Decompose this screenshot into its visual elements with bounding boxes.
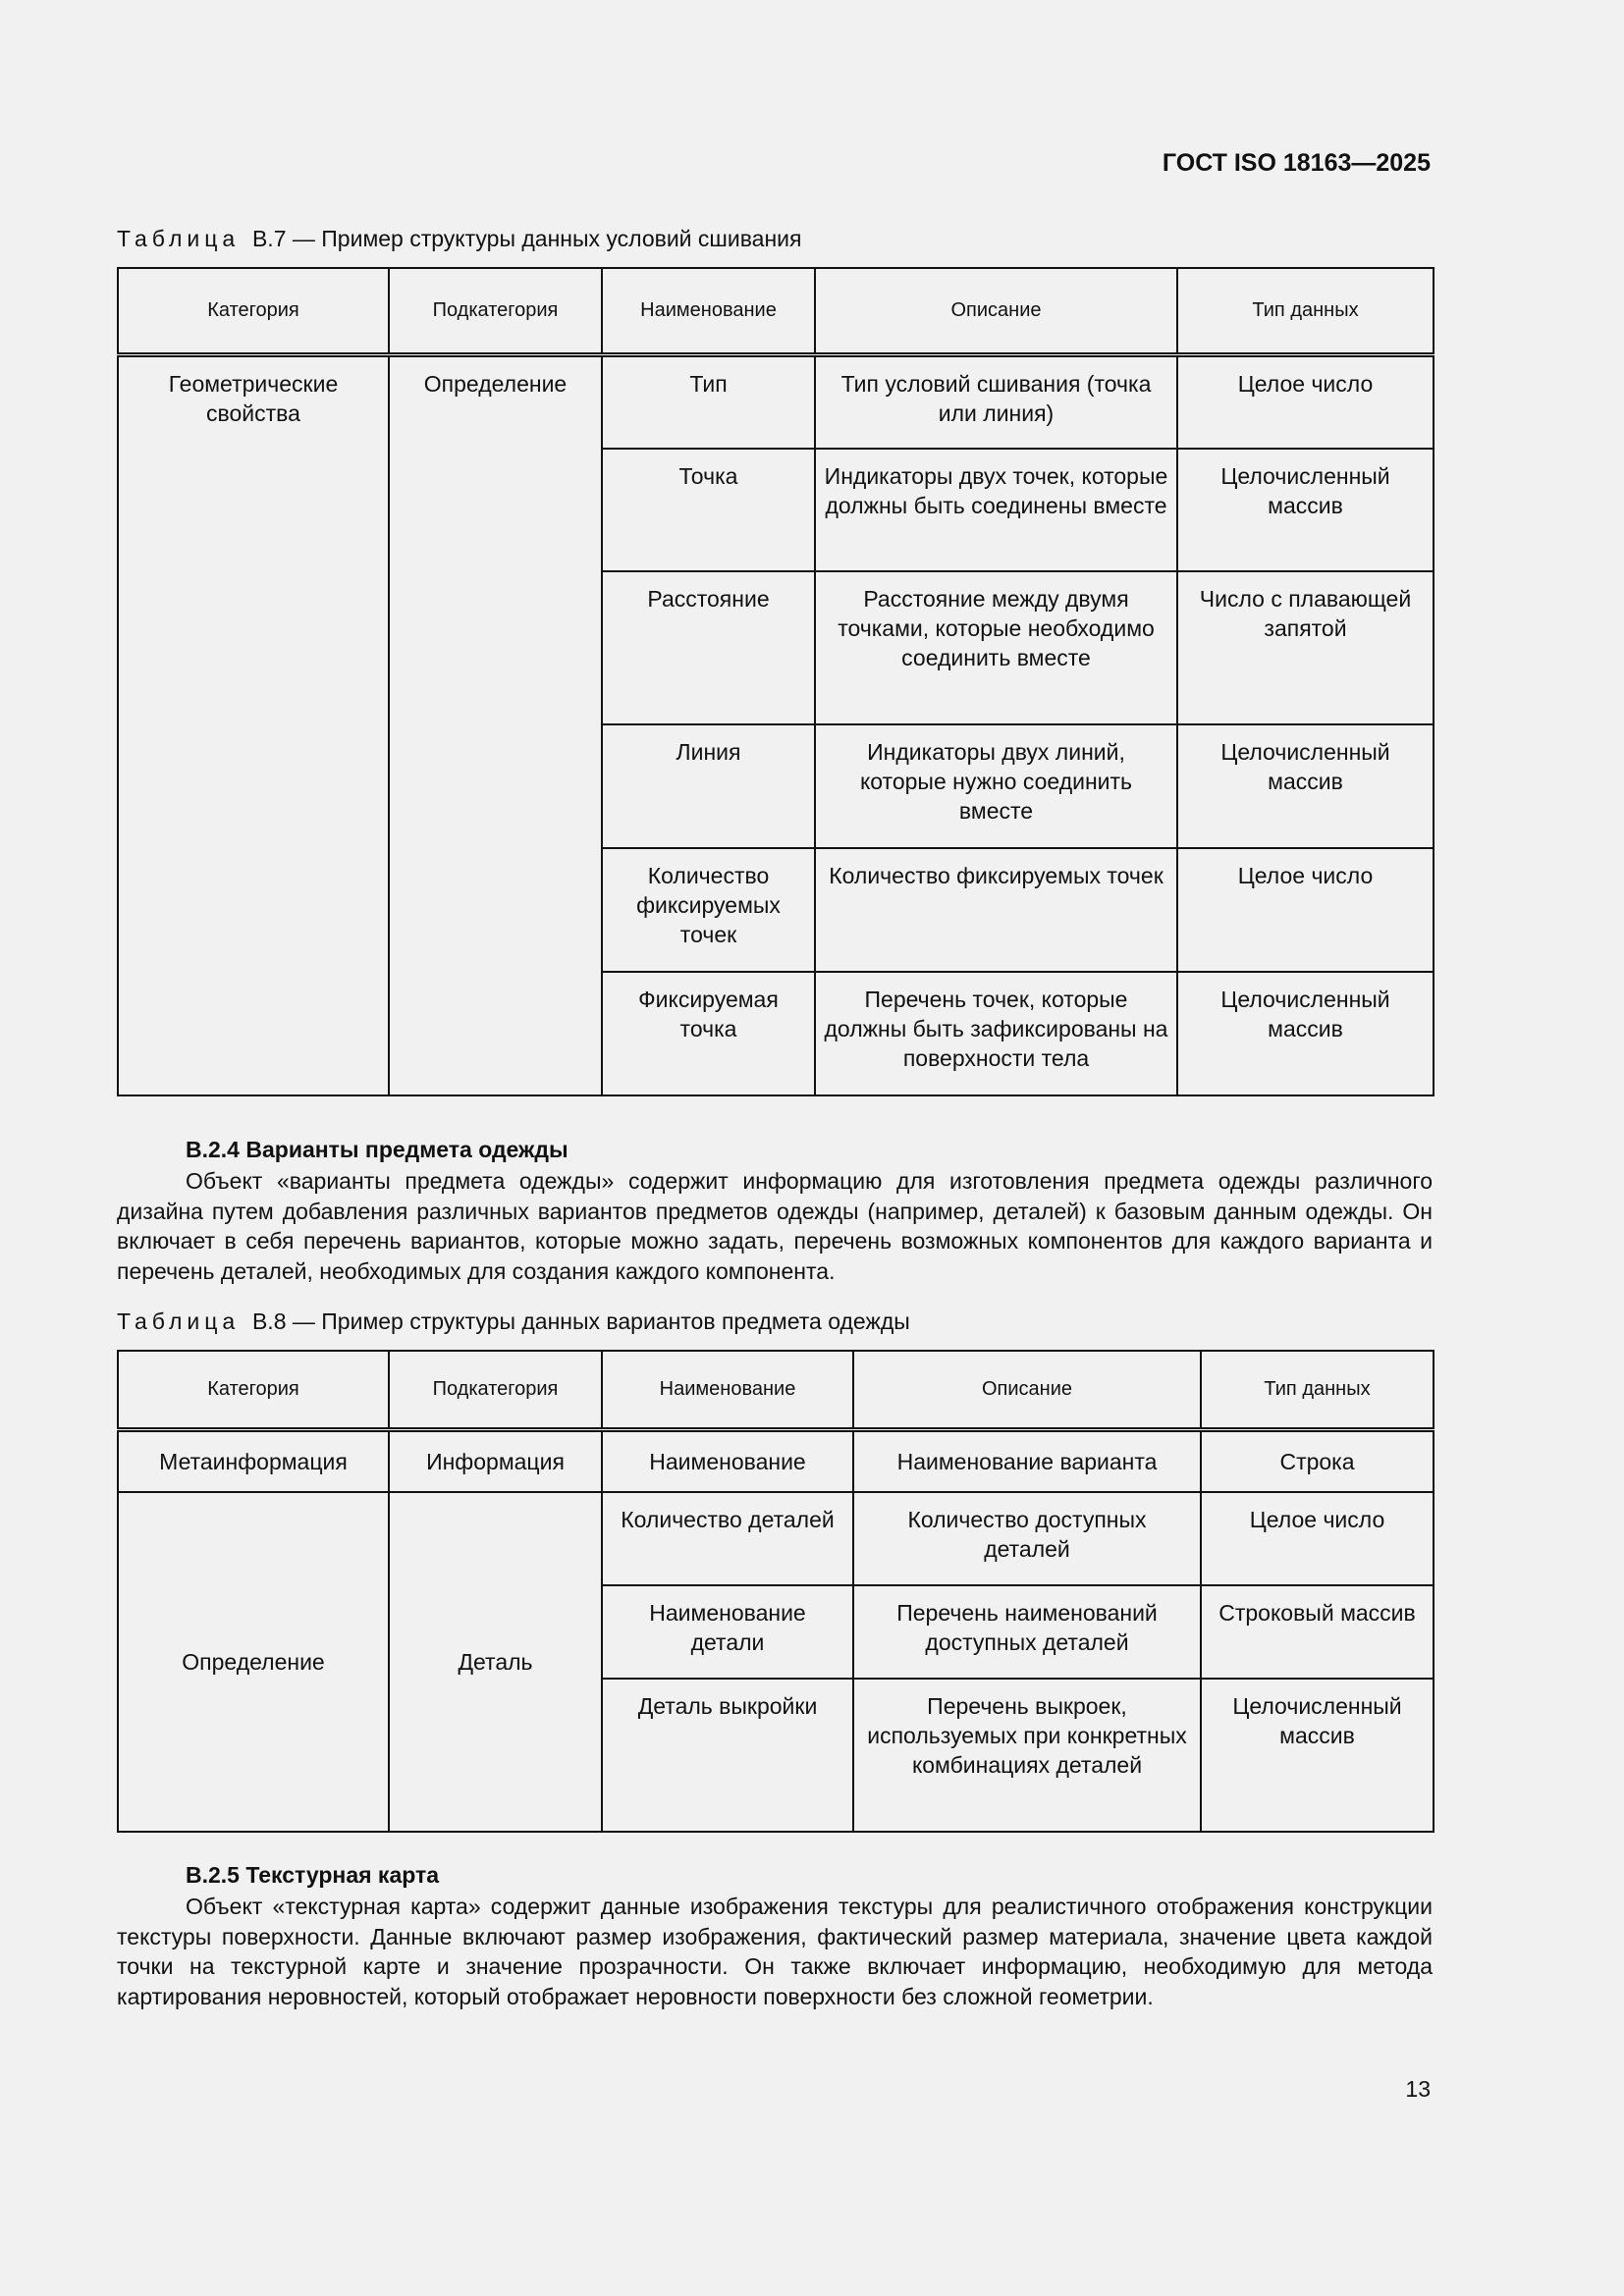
type-cell: Строка — [1201, 1429, 1434, 1492]
header-subcategory: Подкатегория — [389, 1351, 602, 1429]
document-code: ГОСТ ISO 18163—2025 — [1162, 149, 1431, 177]
description-cell: Количество доступных деталей — [853, 1492, 1201, 1585]
section-b25-text: Объект «текстурная карта» содержит данные изображения текстуры для реалистичного отображения конструкции текстуры поверхности. Данные включают размер изображения, фактический размер материала, значение цвета каждой точки на текстурной карте и значение прозрачности. Он также включает информацию, необходимую для метода картирования неровностей, который отображает неровности поверхности без сложной геометрии. — [117, 1894, 1433, 2009]
description-cell: Расстояние между двумя точками, которые необходимо соединить вместе — [815, 571, 1177, 724]
table-b7 — [117, 267, 1435, 1096]
table-b8-caption — [117, 1308, 910, 1335]
header-description: Описание — [853, 1351, 1201, 1429]
description-cell: Тип условий сшивания (точка или линия) — [815, 354, 1177, 449]
name-cell: Количество фиксируемых точек — [602, 848, 815, 972]
header-type: Тип данных — [1201, 1351, 1434, 1429]
name-cell: Расстояние — [602, 571, 815, 724]
description-cell: Наименование варианта — [853, 1429, 1201, 1492]
table-row — [118, 354, 1434, 449]
name-cell: Фиксируемая точка — [602, 972, 815, 1095]
table-b8-caption-prefix: Таблица — [117, 1308, 241, 1334]
table-b7-caption-text: В.7 — Пример структуры данных условий сшивания — [251, 226, 802, 251]
category-cell: Метаинформация — [118, 1429, 389, 1492]
name-cell: Наименование детали — [602, 1585, 853, 1679]
type-cell: Целое число — [1201, 1492, 1434, 1585]
description-cell: Индикаторы двух линий, которые нужно соединить вместе — [815, 724, 1177, 848]
header-category: Категория — [118, 1351, 389, 1429]
type-cell: Целое число — [1177, 848, 1434, 972]
category-cell: Геометрические свойства — [118, 354, 389, 1095]
header-type: Тип данных — [1177, 268, 1434, 354]
section-b25-paragraph — [117, 1892, 1433, 2011]
type-cell: Целое число — [1177, 354, 1434, 449]
name-cell: Деталь выкройки — [602, 1679, 853, 1832]
header-description: Описание — [815, 268, 1177, 354]
subcategory-cell: Информация — [389, 1429, 602, 1492]
name-cell: Линия — [602, 724, 815, 848]
name-cell: Наименование — [602, 1429, 853, 1492]
description-cell: Индикаторы двух точек, которые должны быть соединены вместе — [815, 449, 1177, 571]
name-cell: Количество деталей — [602, 1492, 853, 1585]
header-name: Наименование — [602, 1351, 853, 1429]
table-header-row — [118, 1351, 1434, 1429]
section-b24-title: В.2.4 Варианты предмета одежды — [186, 1137, 568, 1162]
page-number: 13 — [1405, 2076, 1431, 2102]
description-cell: Количество фиксируемых точек — [815, 848, 1177, 972]
type-cell: Целочисленный массив — [1177, 449, 1434, 571]
table-b8-caption-text: В.8 — Пример структуры данных вариантов предмета одежды — [251, 1308, 910, 1334]
table-row — [118, 1429, 1434, 1492]
section-b24-paragraph — [117, 1166, 1433, 1286]
name-cell: Тип — [602, 354, 815, 449]
description-cell: Перечень выкроек, используемых при конкретных комбинациях деталей — [853, 1679, 1201, 1832]
table-row — [118, 1492, 1434, 1585]
type-cell: Целочисленный массив — [1177, 724, 1434, 848]
header-subcategory: Подкатегория — [389, 268, 602, 354]
name-cell: Точка — [602, 449, 815, 571]
type-cell: Число с плавающей запятой — [1177, 571, 1434, 724]
table-b7-caption-prefix: Таблица — [117, 226, 241, 251]
header-category: Категория — [118, 268, 389, 354]
type-cell: Целочисленный массив — [1201, 1679, 1434, 1832]
table-header-row — [118, 268, 1434, 354]
description-cell: Перечень точек, которые должны быть зафиксированы на поверхности тела — [815, 972, 1177, 1095]
type-cell: Целочисленный массив — [1177, 972, 1434, 1095]
subcategory-cell: Определение — [389, 354, 602, 1095]
section-b24-text: Объект «варианты предмета одежды» содержит информацию для изготовления предмета одежды различного дизайна путем добавления различных вариантов предметов одежды (например, деталей) к базовым данным одежды. Он включает в себя перечень вариантов, которые можно задать, перечень возможных компонентов для каждого варианта и перечень деталей, необходимых для создания каждого компонента. — [117, 1168, 1433, 1284]
subcategory-cell: Деталь — [389, 1492, 602, 1832]
section-b25-title: В.2.5 Текстурная карта — [186, 1862, 440, 1888]
description-cell: Перечень наименований доступных деталей — [853, 1585, 1201, 1679]
header-name: Наименование — [602, 268, 815, 354]
type-cell: Строковый массив — [1201, 1585, 1434, 1679]
table-b8 — [117, 1350, 1435, 1833]
category-cell: Определение — [118, 1492, 389, 1832]
table-b7-caption — [117, 226, 801, 252]
